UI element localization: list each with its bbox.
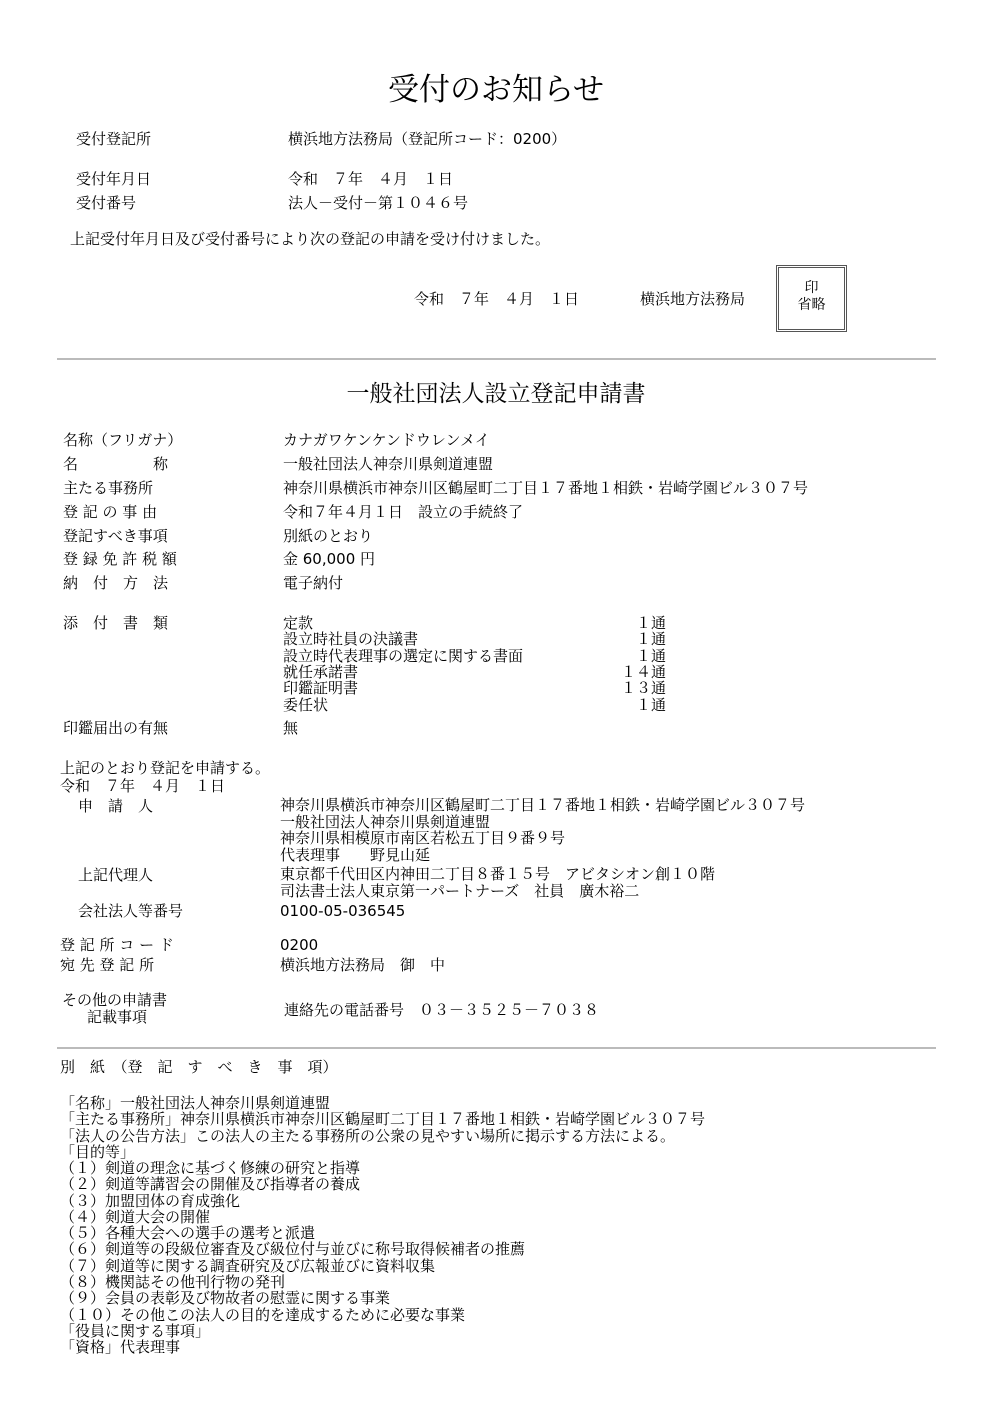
stamp-line-1: 印 — [804, 280, 819, 296]
seal-omitted-stamp — [776, 265, 847, 332]
row-label: 登記すべき事項 — [63, 527, 168, 545]
row-value: 神奈川県横浜市神奈川区鶴屋町二丁目１７番地１相鉄・岩崎学園ビル３０７号 — [283, 479, 809, 497]
registry-code-value: 0200 — [280, 936, 319, 954]
destination-value: 横浜地方法務局 御 中 — [280, 956, 446, 974]
notice-statement: 上記受付年月日及び受付番号により次の登記の申請を受け付けました。 — [70, 230, 551, 248]
sign-office: 横浜地方法務局 — [640, 290, 746, 308]
applicant-line: 神奈川県横浜市神奈川区鶴屋町二丁目１７番地１相鉄・岩崎学園ビル３０７号 — [280, 796, 806, 814]
row-value: 令和７年４月１日 設立の手続終了 — [283, 503, 524, 521]
row-label: 登 録 免 許 税 額 — [63, 550, 177, 568]
row-label: 名 称 — [63, 455, 169, 473]
stamp-line-2: 省略 — [797, 297, 826, 313]
attachment-name: 設立時代表理事の選定に関する書面 — [283, 646, 524, 665]
appendix-line: 「法人の公告方法」この法人の主たる事務所の公衆の見やすい場所に掲示する方法による。 — [60, 1126, 676, 1145]
request-date: 令和 ７年 ４月 １日 — [60, 777, 226, 795]
corp-number-label: 会社法人等番号 — [78, 902, 184, 920]
appendix-line: 「資格」代表理事 — [60, 1338, 181, 1357]
sign-date: 令和 ７年 ４月 １日 — [414, 290, 580, 308]
agent-line: 司法書士法人東京第一パートナーズ 社員 廣木裕二 — [280, 882, 640, 900]
attachment-count: １通 — [635, 695, 666, 714]
appendix-line: 「目的等」 — [60, 1142, 136, 1161]
row-label: 主たる事務所 — [63, 479, 154, 497]
appendix-line: （５）各種大会への選手の選考と派遣 — [60, 1224, 316, 1243]
appendix-line: 「役員に関する事項」 — [60, 1321, 211, 1340]
date-value: 令和 ７年 ４月 １日 — [288, 170, 454, 188]
applicant-label: 申 請 人 — [78, 797, 154, 815]
appendix-line: （７）剣道等に関する調査研究及び広報並びに資料収集 — [60, 1256, 436, 1275]
appendix-line: （８）機関誌その他刊行物の発刊 — [60, 1272, 286, 1291]
divider — [57, 1047, 936, 1049]
applicant-line: 代表理事 野見山延 — [280, 845, 431, 864]
attachment-name: 印鑑証明書 — [283, 679, 359, 698]
registry-code-label: 登 記 所 コ ー ド — [60, 936, 174, 954]
other-label-2: 記載事項 — [87, 1008, 148, 1026]
date-label: 受付年月日 — [76, 170, 152, 188]
appendix-line: （９）会員の表彰及び物故者の慰霊に関する事業 — [60, 1289, 391, 1308]
attachment-name: 就任承諾書 — [283, 662, 359, 681]
row-value: 別紙のとおり — [283, 527, 374, 545]
attachment-count: １通 — [635, 614, 666, 632]
agent-line: 東京都千代田区内神田二丁目８番１５号 アビタシオン創１０階 — [280, 865, 716, 883]
row-value: 一般社団法人神奈川県剣道連盟 — [283, 455, 494, 473]
destination-label: 宛 先 登 記 所 — [60, 956, 155, 974]
appendix-line: （４）剣道大会の開催 — [60, 1207, 211, 1226]
appendix-line: （３）加盟団体の育成強化 — [60, 1191, 241, 1210]
attachments-label: 添 付 書 類 — [63, 614, 169, 632]
application-title: 一般社団法人設立登記申請書 — [346, 381, 646, 407]
appendix-line: 「名称」一般社団法人神奈川県剣道連盟 — [60, 1094, 331, 1112]
office-value: 横浜地方法務局（登記所コード：0200） — [288, 130, 567, 148]
attachment-count: １３通 — [620, 679, 666, 698]
appendix-line: （１）剣道の理念に基づく修練の研究と指導 — [60, 1159, 361, 1178]
row-label: 登 記 の 事 由 — [63, 503, 158, 521]
divider — [57, 358, 936, 360]
office-label: 受付登記所 — [76, 130, 152, 148]
agent-label: 上記代理人 — [78, 866, 154, 884]
attachment-name: 設立時社員の決議書 — [283, 630, 419, 649]
applicant-line: 神奈川県相模原市南区若松五丁目９番９号 — [280, 829, 566, 848]
other-value: 連絡先の電話番号 ０３－３５２５－７０３８ — [284, 1001, 600, 1019]
appendix-heading: 別 紙 （登 記 す べ き 事 項） — [60, 1058, 338, 1076]
row-label: 名称（フリガナ） — [63, 431, 183, 449]
request-text: 上記のとおり登記を申請する。 — [60, 759, 271, 777]
corp-number-value: 0100-05-036545 — [280, 902, 406, 920]
appendix-line: （２）剣道等講習会の開催及び指導者の養成 — [60, 1175, 361, 1194]
attachment-count: １通 — [635, 646, 666, 665]
number-label: 受付番号 — [76, 194, 137, 212]
appendix-line: （１０）その他この法人の目的を達成するために必要な事業 — [60, 1305, 466, 1324]
other-label-1: その他の申請書 — [62, 991, 168, 1009]
attachment-count: １通 — [635, 630, 666, 649]
row-value: 電子納付 — [283, 574, 344, 592]
number-value: 法人－受付－第１０４６号 — [288, 194, 469, 212]
row-value: カナガワケンケンドウレンメイ — [283, 431, 490, 449]
row-value: 金 60,000 円 — [283, 550, 376, 568]
row-label: 納 付 方 法 — [63, 574, 169, 592]
appendix-line: 「主たる事務所」神奈川県横浜市神奈川区鶴屋町二丁目１７番地１相鉄・岩崎学園ビル３０７号 — [60, 1110, 706, 1129]
notice-title: 受付のお知らせ — [387, 72, 605, 108]
attachment-name: 委任状 — [283, 695, 329, 714]
applicant-line: 一般社団法人神奈川県剣道連盟 — [280, 812, 491, 831]
attachment-name: 定款 — [283, 614, 314, 632]
seal-value: 無 — [283, 719, 299, 737]
appendix-line: （６）剣道等の段級位審査及び級位付与並びに称号取得候補者の推薦 — [60, 1240, 526, 1259]
seal-label: 印鑑届出の有無 — [63, 719, 169, 737]
attachment-count: １４通 — [620, 662, 666, 681]
